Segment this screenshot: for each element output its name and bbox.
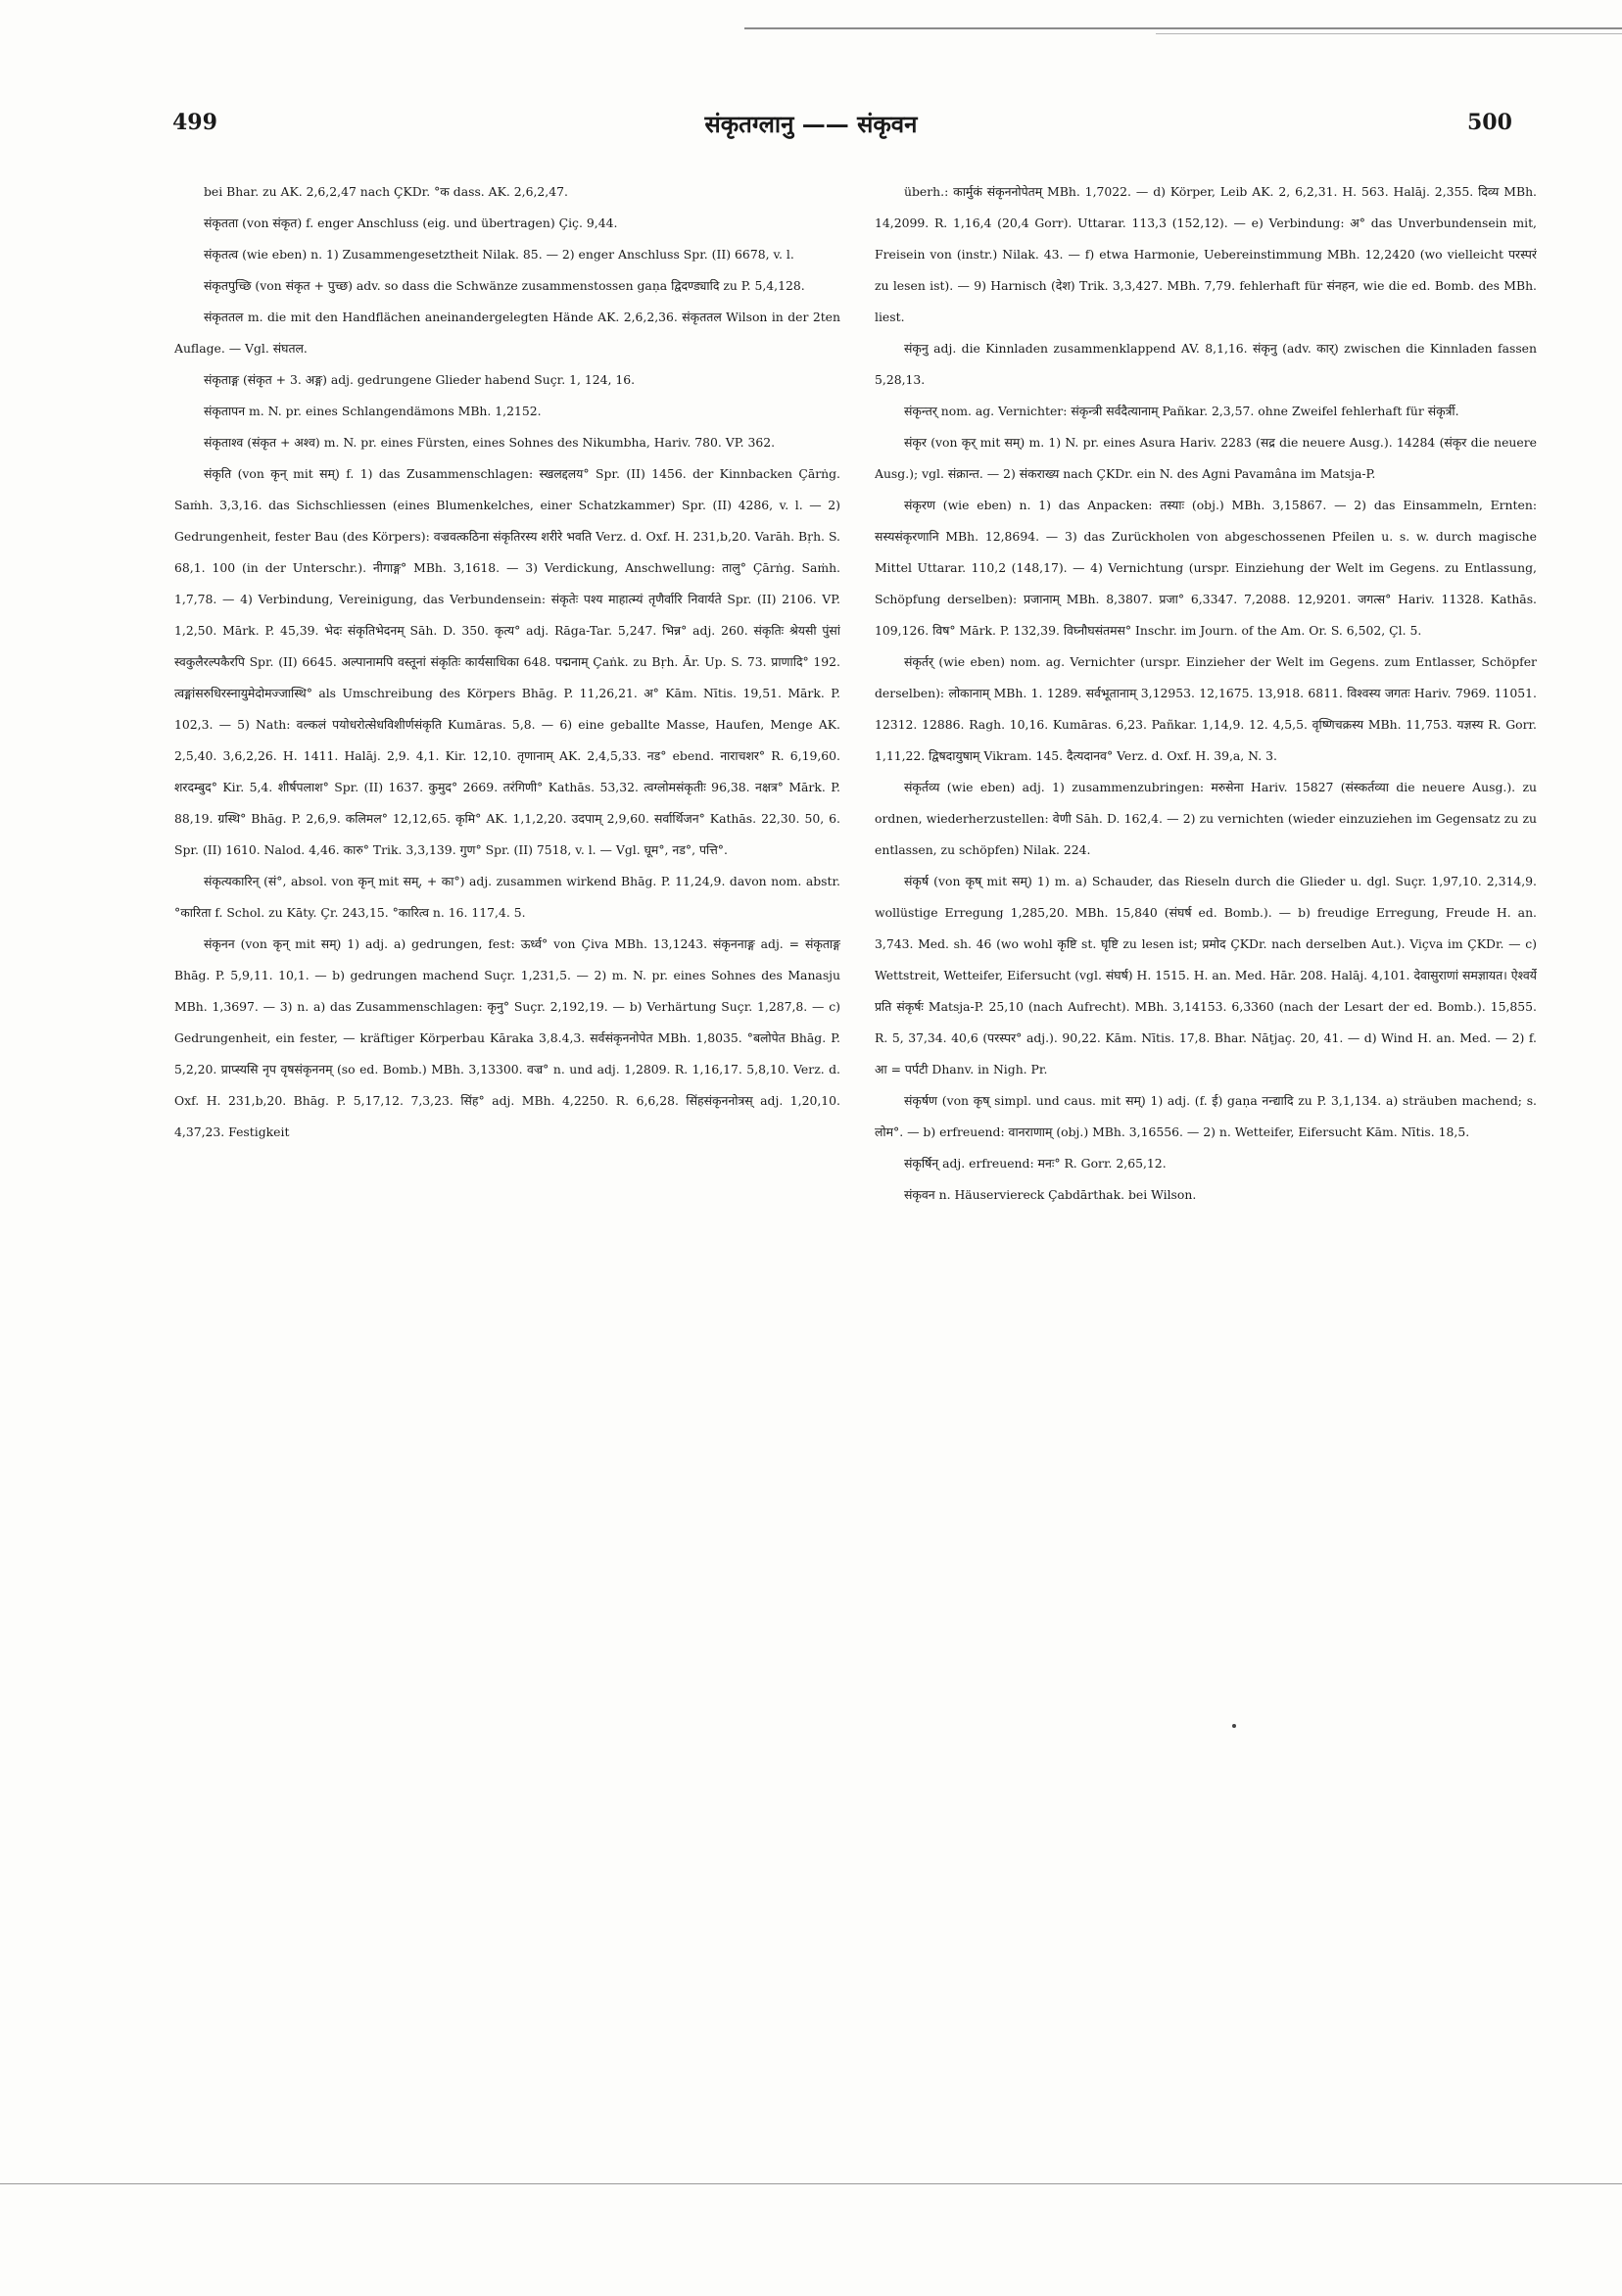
- entry-left-6: संकृतापन m. N. pr. eines Schlangendämons MBh. 1,2152.: [204, 404, 542, 418]
- entry-left-3: संकृतपुच्छि (von संकृत + पुच्छ) adv. so dass die Schwänze zusammenstossen gaṇa द्विदण्ड्यादि zu P. 5,4,128.: [204, 278, 805, 293]
- entry-right-5: संकृर्तर् (wie eben) nom. ag. Vernichter (urspr. Einzieher der Welt im Gegens. zum Entlasser, Schöpfer derselben): लोकानाम् MBh. 1. 1289. सर्वभूतानाम् 3,12953. 12,1675. 13,918. 6811. विश्वस्य जगतः Hariv. 7969. 11051. 12312. 12886. Ragh. 10,16. Kumāras. 6,23. Pañkar. 1,14,9. 12. 4,5,5. वृष्णिचक्रस्य MBh. 11,753. यज्ञस्य R. Gorr. 1,11,22. द्विषदायुषाम् Vikram. 145. दैत्यदानव° Verz. d. Oxf. H. 39,a, N. 3.: [875, 654, 1537, 763]
- bottom-edge-rule: [0, 2183, 1622, 2184]
- entry-right-9: संकृर्षिन् adj. erfreuend: मनः° R. Gorr. 2,65,12.: [904, 1156, 1167, 1171]
- top-edge-rule-secondary: [1156, 33, 1622, 34]
- running-title: संकृतग्लानु —— संकृवन: [704, 110, 918, 138]
- right-column: [875, 176, 1537, 1636]
- stray-mark: [1232, 1724, 1236, 1728]
- entry-right-1: संकृनु adj. die Kinnladen zusammenklappend AV. 8,1,16. संकृनु (adv. कार्) zwischen die Kinnladen fassen 5,28,13.: [875, 341, 1537, 387]
- top-edge-rule: [744, 27, 1622, 29]
- entry-left-7: संकृताश्व (संकृत + अश्व) m. N. pr. eines Fürsten, eines Sohnes des Nikumbha, Hariv. 780. VP. 362.: [204, 435, 776, 450]
- entry-left-5: संकृताङ्ग (संकृत + 3. अङ्ग) adj. gedrungene Glieder habend Suçr. 1, 124, 16.: [204, 372, 636, 387]
- entry-right-7: संकृर्ष (von कृष् mit सम्) 1) m. a) Schauder, das Rieseln durch die Glieder u. dgl. Suçr. 1,97,10. 2,314,9. wollüstige Erregung 1,285,20. MBh. 15,840 (संघर्ष ed. Bomb.). — b) freudige Erregung, Freude H. an. 3,743. Med. sh. 46 (wo wohl कृष्टि st. घृष्टि zu lesen ist; प्रमोद ÇKDr. nach derselben Aut.). Viçva im ÇKDr. — c) Wettstreit, Wetteifer, Eifersucht (vgl. संघर्ष) H. 1515. H. an. Med. Hār. 208. Halāj. 4,101. देवासुराणां समज्ञायत। ऐश्वर्ये प्रति संकृर्षः Matsja-P. 25,10 (nach Aufrecht). MBh. 3,14153. 6,3360 (nach der Lesart der ed. Bomb.). 15,855. R. 5, 37,34. 40,6 (परस्पर° adj.). 90,22. Kām. Nītis. 17,8. Bhar. Nāṭjaç. 20, 41. — d) Wind H. an. Med. — 2) f. आ = पर्पटी Dhanv. in Nigh. Pr.: [875, 874, 1537, 1076]
- entry-right-8: संकृर्षण (von कृष् simpl. und caus. mit सम्) 1) adj. (f. ई) gaṇa नन्द्यादि zu P. 3,1,134. a) sträuben machend; s. लोम°. — b) erfreuend: वानराणाम् (obj.) MBh. 3,16556. — 2) n. Wetteifer, Eifersucht Kām. Nītis. 18,5.: [875, 1093, 1537, 1139]
- entry-left-9: संकृत्यकारिन् (सं°, absol. von कृन् mit सम्, + का°) adj. zusammen wirkend Bhāg. P. 11,24,9. davon nom. abstr. °कारिता f. Schol. zu Kāty. Çr. 243,15. °कारित्व n. 16. 117,4. 5.: [174, 874, 840, 920]
- page-number-left: 499: [172, 110, 217, 135]
- page-number-right: 500: [1467, 110, 1512, 135]
- entry-right-4: संकृरण (wie eben) n. 1) das Anpacken: तस्याः (obj.) MBh. 3,15867. — 2) das Einsammeln, Ernten: सस्यसंकृरणानि MBh. 12,8694. — 3) das Zurückholen von abgeschossenen Pfeilen u. s. w. durch magische Mittel Uttarar. 110,2 (148,17). — 4) Vernichtung (urspr. Einziehung der Welt im Gegens. zu Entlassung, Schöpfung derselben): प्रजानाम् MBh. 8,3807. प्रजा° 6,3347. 7,2088. 12,9201. जगत्स° Hariv. 11328. Kathās. 109,126. विष° Mārk. P. 132,39. विघ्नौघसंतमस° Inschr. im Journ. of the Am. Or. S. 6,502, Çl. 5.: [875, 498, 1537, 638]
- entry-right-2: संकृन्तर् nom. ag. Vernichter: संकृन्त्री सर्वदैत्यानाम् Pañkar. 2,3,57. ohne Zweifel fehlerhaft für संकृर्त्री.: [904, 404, 1459, 418]
- entry-left-4: संकृततल m. die mit den Handflächen aneinandergelegten Hände AK. 2,6,2,36. संकृततल Wilson in der 2ten Auflage. — Vgl. संघतल.: [174, 310, 840, 356]
- entry-right-0: überh.: कार्मुकं संकृननोपेतम् MBh. 1,7022. — d) Körper, Leib AK. 2, 6,2,31. H. 563. Halāj. 2,355. दिव्य MBh. 14,2099. R. 1,16,4 (20,4 Gorr). Uttarar. 113,3 (152,12). — e) Verbindung: अ° das Unverbundensein mit, Freisein von (instr.) Nilak. 43. — f) etwa Harmonie, Uebereinstimmung MBh. 12,2420 (wo vielleicht परस्परं zu lesen ist). — 9) Harnisch (देश) Trik. 3,3,427. MBh. 7,79. fehlerhaft für संनहन, wie die ed. Bomb. des MBh. liest.: [875, 184, 1537, 324]
- entry-right-10: संकृवन n. Häuserviereck Çabdārthak. bei Wilson.: [904, 1187, 1197, 1202]
- left-column: [174, 176, 840, 1636]
- entry-left-0: bei Bhar. zu AK. 2,6,2,47 nach ÇKDr. °क dass. AK. 2,6,2,47.: [204, 184, 568, 199]
- entry-left-2: संकृतत्व (wie eben) n. 1) Zusammengesetztheit Nilak. 85. — 2) enger Anschluss Spr. (II) 6678, v. l.: [204, 247, 794, 262]
- entry-left-8: संकृति (von कृन् mit सम्) f. 1) das Zusammenschlagen: स्खलद्दलय° Spr. (II) 1456. der Kinnbacken Çārṅg. Saṁh. 3,3,16. das Sichschliessen (eines Blumenkelches, einer Schatzkammer) Spr. (II) 4286, v. l. — 2) Gedrungenheit, fester Bau (des Körpers): वज्रवत्कठिना संकृतिरस्य शरीरे भवति Verz. d. Oxf. H. 231,b,20. Varāh. Bṛh. S. 68,1. 100 (in der Unterschr.). नीगाङ्ग° MBh. 3,1618. — 3) Verdickung, Anschwellung: तालु° Çārṅg. Saṁh. 1,7,78. — 4) Verbindung, Vereinigung, das Verbundensein: संकृतेः पश्य माहात्म्यं तृणैर्वारि निवार्यते Spr. (II) 2106. VP. 1,2,50. Mārk. P. 45,39. भेदः संकृतिभेदनम् Sāh. D. 350. कृत्य° adj. Rāga-Tar. 5,247. भिन्न° adj. 260. संकृतिः श्रेयसी पुंसां स्वकुलैरल्पकैरपि Spr. (II) 6645. अल्पानामपि वस्तूनां संकृतिः कार्यसाधिका 648. पद्मनाम् Çaṅk. zu Bṛh. Ār. Up. S. 73. प्राणादि° 192. त्वङ्मांसरुधिरस्नायुमेदोमज्जास्थि° als Umschreibung des Körpers Bhāg. P. 11,26,21. अ° Kām. Nītis. 19,51. Mārk. P. 102,3. — 5) Nath: वल्कलं पयोधरोत्सेधविशीर्णसंकृति Kumāras. 5,8. — 6) eine geballte Masse, Haufen, Menge AK. 2,5,40. 3,6,2,26. H. 1411. Halāj. 2,9. 4,1. Kir. 12,10. तृणानाम् AK. 2,4,5,33. नड° ebend. नाराचशर° R. 6,19,60. शरदम्बुद° Kir. 5,4. शीर्षपलाश° Spr. (II) 1637. कुमुद° 2669. तरंगिणी° Kathās. 53,32. त्वग्लोमसंकृतीः 96,38. नक्षत्र° Mārk. P. 88,19. ग्रस्थि° Bhāg. P. 2,6,9. कलिमल° 12,12,65. कृमि° AK. 1,1,2,20. उदपाम् 2,9,60. सर्वार्थिजन° Kathās. 22,30. 50, 6. Spr. (II) 1610. Nalod. 4,46. कारु° Trik. 3,3,139. गुण° Spr. (II) 7518, v. l. — Vgl. घूम°, नड°, पत्ति°.: [174, 466, 840, 857]
- entry-left-10: संकृनन (von कृन् mit सम्) 1) adj. a) gedrungen, fest: ऊर्ध्व° von Çiva MBh. 13,1243. संकृननाङ्ग adj. = संकृताङ्ग Bhāg. P. 5,9,11. 10,1. — b) gedrungen machend Suçr. 1,231,5. — 2) m. N. pr. eines Sohnes des Manasju MBh. 1,3697. — 3) n. a) das Zusammenschlagen: कृनु° Suçr. 2,192,19. — b) Verhärtung Suçr. 1,287,8. — c) Gedrungenheit, ein fester, — kräftiger Körperbau Kāraka 3,8.4,3. सर्वसंकृननोपेत MBh. 1,8035. °बलोपेत Bhāg. P. 5,2,20. प्राप्स्यसि नृप वृषसंकृननम् (so ed. Bomb.) MBh. 3,13300. वज्र° n. und adj. 1,2809. R. 1,16,17. 5,8,10. Verz. d. Oxf. H. 231,b,20. Bhāg. P. 5,17,12. 7,3,23. सिंह° adj. MBh. 4,2250. R. 6,6,28. सिंहसंकृननोत्रस् adj. 1,20,10. 4,37,23. Festigkeit: [174, 936, 840, 1139]
- entry-right-6: संकृर्तव्य (wie eben) adj. 1) zusammenzubringen: मरुसेना Hariv. 15827 (संस्कर्तव्या die neuere Ausg.). zu ordnen, wiederherzustellen: वेणी Sāh. D. 162,4. — 2) zu vernichten (wieder einzuziehen im Gegensatz zu zu entlassen, zu schöpfen) Nilak. 224.: [875, 780, 1537, 857]
- entry-left-1: संकृतता (von संकृत) f. enger Anschluss (eig. und übertragen) Çiç. 9,44.: [204, 215, 618, 230]
- entry-right-3: संकृर (von कृर् mit सम्) m. 1) N. pr. eines Asura Hariv. 2283 (सद्र die neuere Ausg.). 14284 (संकृर die neuere Ausg.); vgl. संक्रान्त. — 2) संकराख्य nach ÇKDr. ein N. des Agni Pavamâna im Matsja-P.: [875, 435, 1537, 481]
